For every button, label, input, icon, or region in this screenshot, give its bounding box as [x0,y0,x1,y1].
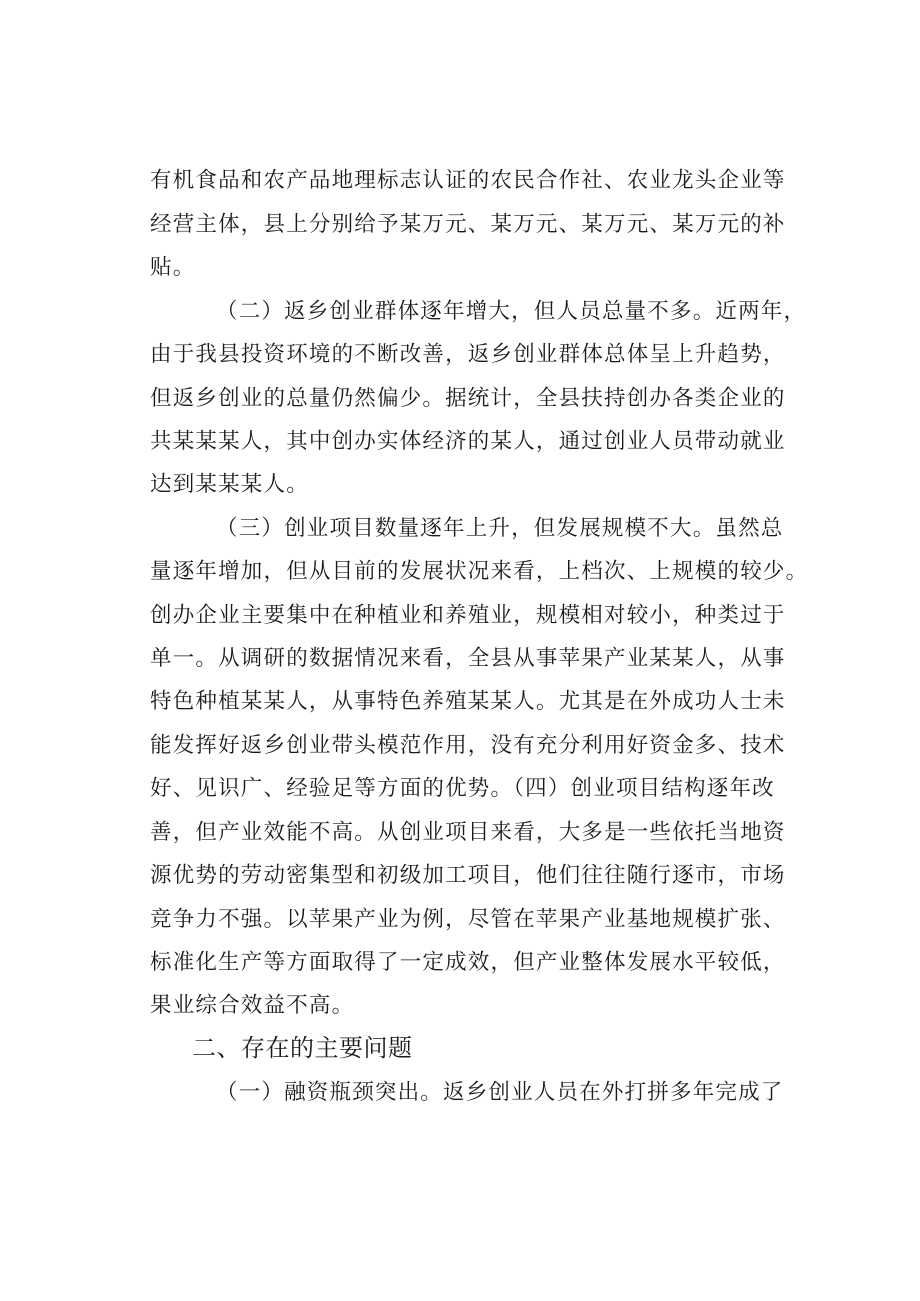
text-line: 共某某某人，其中创办实体经济的某人，通过创业人员带动就业 [150,429,786,454]
text-line: 竞争力不强。以苹果产业为例，尽管在苹果产业基地规模扩张、 [150,907,786,932]
section-heading: 二、存在的主要问题 [192,1034,413,1062]
paragraph-5-start: （一）融资瓶颈突出。返乡创业人员在外打拼多年完成了 [216,1080,784,1105]
text-line: 能发挥好返乡创业带头模范作用，没有充分利用好资金多、技术 [150,733,786,758]
text-line: 经营主体，县上分别给予某万元、某万元、某万元、某万元的补 [150,212,786,237]
paragraph-2-start: （二）返乡创业群体逐年增大，但人员总量不多。近两年， [216,299,807,324]
text-line: 但返乡创业的总量仍然偏少。据统计，全县扶持创办各类企业的 [150,386,786,411]
text-line: 创办企业主要集中在种植业和养殖业，规模相对较小，种类过于 [150,603,786,628]
text-line: 单一。从调研的数据情况来看，全县从事苹果产业某某人，从事 [150,646,786,671]
text-line: 特色种植某某人，从事特色养殖某某人。尤其是在外成功人士未 [150,689,786,714]
text-line: 果业综合效益不高。 [150,993,355,1018]
text-line: 达到某某某人。 [150,472,309,497]
paragraph-3-start: （三）创业项目数量逐年上升，但发展规模不大。虽然总 [216,516,784,541]
text-line: 好、见识广、经验足等方面的优势。（四）创业项目结构逐年改 [150,776,775,801]
text-line: 量逐年增加，但从目前的发展状况来看，上档次、上规模的较少。 [150,559,809,584]
text-line: 贴。 [150,255,196,280]
text-line: 标准化生产等方面取得了一定成效，但产业整体发展水平较低， [150,950,786,975]
text-line: 由于我县投资环境的不断改善，返乡创业群体总体呈上升趋势， [150,342,786,367]
text-line: 源优势的劳动密集型和初级加工项目，他们往往随行逐市，市场 [150,863,786,888]
text-line: 善，但产业效能不高。从创业项目来看，大多是一些依托当地资 [150,820,786,845]
text-line: 有机食品和农产品地理标志认证的农民合作社、农业龙头企业等 [150,168,786,193]
